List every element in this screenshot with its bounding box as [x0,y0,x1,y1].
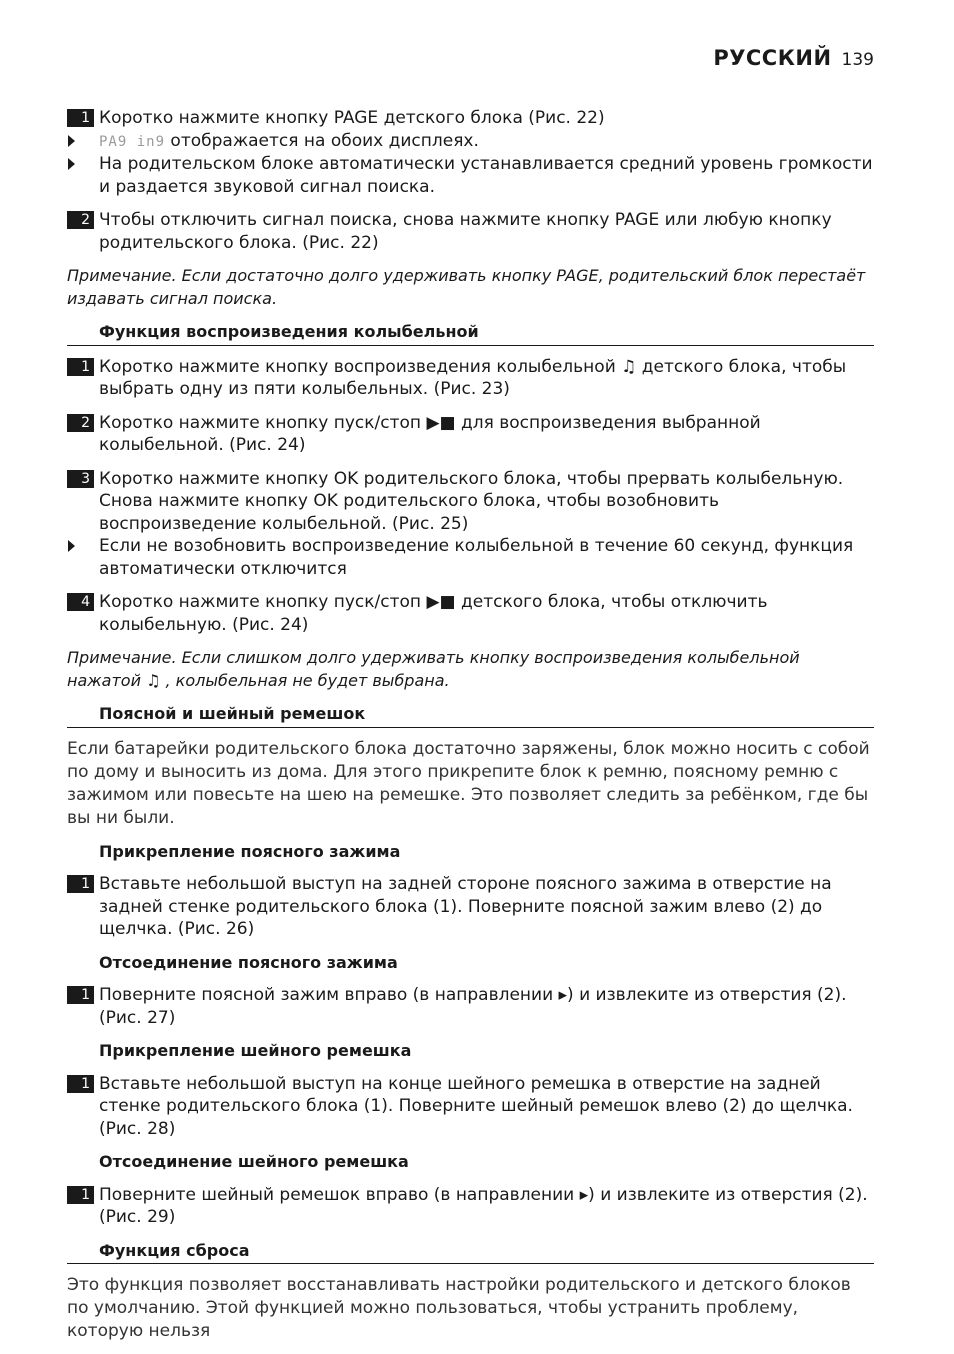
step-row [67,591,874,636]
step-number: 1 [67,986,94,1004]
paragraph-text: Если батарейки родительского блока достаточно заряжены, блок можно носить с собой по дому и выносить из дома. Для этого прикрепите блок к ремню, поясному ремню с зажимом или повесьте на шею на ремешке. Это позволяет следить за ребёнком, где бы вы ни были. [67,738,870,828]
section-heading: Функция воспроизведения колыбельной [67,321,874,346]
bullet-text: Если не возобновить воспроизведение колыбельной в течение 60 секунд, функция автоматически отключится [99,536,854,579]
step-text: Вставьте небольшой выступ на конце шейного ремешка в отверстие на задней стенке родительского блока (1). Поверните шейный ремешок влево (2) до щелчка. (Рис. 28) [99,1073,853,1139]
step-number: 1 [67,358,94,376]
subsection-heading: Прикрепление поясного зажима [99,841,401,861]
step-row [67,1073,874,1141]
step-number: 1 [67,1075,94,1093]
step-number: 4 [67,593,94,611]
paragraph-text: Это функция позволяет восстанавливать настройки родительского и детского блоков по умолчанию. Этой функцией можно пользоваться, чтобы устранить проблему, которую нельзя [67,1275,851,1341]
page-content [67,107,874,1343]
page-header [713,46,874,70]
step-text: Коротко нажмите кнопку пуск/стоп ▶■ детского блока, чтобы отключить колыбельную. (Рис. 24) [99,592,768,635]
step-row [67,356,874,401]
bullet-icon [68,158,75,170]
bullet-text: PA9 in9 отображается на обоих дисплеях. [99,130,874,154]
bullet-row [67,535,874,580]
step-number: 3 [67,470,94,488]
bullet-icon [68,135,75,147]
step-row [67,412,874,457]
note-text: Примечание. Если достаточно долго удерживать кнопку PAGE, родительский блок перестаёт издавать сигнал поиска. [67,266,866,308]
language-label: РУССКИЙ [713,46,832,70]
note-text: Примечание. Если слишком долго удерживать кнопку воспроизведения колыбельной нажатой ♫ , колыбельная не будет выбрана. [67,648,800,690]
bullet-row [67,153,874,198]
step-number: 2 [67,211,94,229]
step-row [67,468,874,536]
step-text: Коротко нажмите кнопку PAGE детского блока (Рис. 22) [99,108,605,128]
step-text: Коротко нажмите кнопку пуск/стоп ▶■ для воспроизведения выбранной колыбельной. (Рис. 24) [99,412,761,455]
lcd-display-text: PA9 in9 [99,133,166,150]
subsection-heading: Прикрепление шейного ремешка [99,1041,412,1060]
bullet-icon [68,540,75,552]
step-text: Поверните шейный ремешок вправо (в направлении ▸) и извлеките из отверстия (2). (Рис. 29) [99,1184,868,1227]
step-row [67,984,874,1029]
step-row [67,107,874,130]
step-row [67,873,874,941]
step-number: 2 [67,414,94,432]
section-heading: Поясной и шейный ремешок [67,703,874,728]
step-text: Коротко нажмите кнопку OK родительского блока, чтобы прервать колыбельную. Снова нажмите кнопку OK родительского блока, чтобы возобновить воспроизведение колыбельной. (Рис. 25) [99,468,844,534]
page-number: 139 [841,50,874,70]
bullet-row [67,130,874,154]
bullet-text: На родительском блоке автоматически устанавливается средний уровень громкости и раздается звуковой сигнал поиска. [99,154,873,197]
step-text: Чтобы отключить сигнал поиска, снова нажмите кнопку PAGE или любую кнопку родительского блока. (Рис. 22) [99,210,832,253]
section-heading: Функция сброса [67,1240,874,1265]
step-text: Поверните поясной зажим вправо (в направлении ▸) и извлеките из отверстия (2). (Рис. 27) [99,985,847,1028]
step-number: 1 [67,875,94,893]
step-row [67,1184,874,1229]
step-row [67,209,874,254]
step-number: 1 [67,109,94,127]
step-text: Коротко нажмите кнопку воспроизведения колыбельной ♫ детского блока, чтобы выбрать одну из пяти колыбельных. (Рис. 23) [99,356,847,399]
step-number: 1 [67,1186,94,1204]
subsection-heading: Отсоединение шейного ремешка [99,1152,409,1171]
step-text: Вставьте небольшой выступ на задней стороне поясного зажима в отверстие на задней стенке родительского блока (1). Поверните поясной зажим влево (2) до щелчка. (Рис. 26) [99,874,832,939]
subsection-heading: Отсоединение поясного зажима [99,952,398,972]
